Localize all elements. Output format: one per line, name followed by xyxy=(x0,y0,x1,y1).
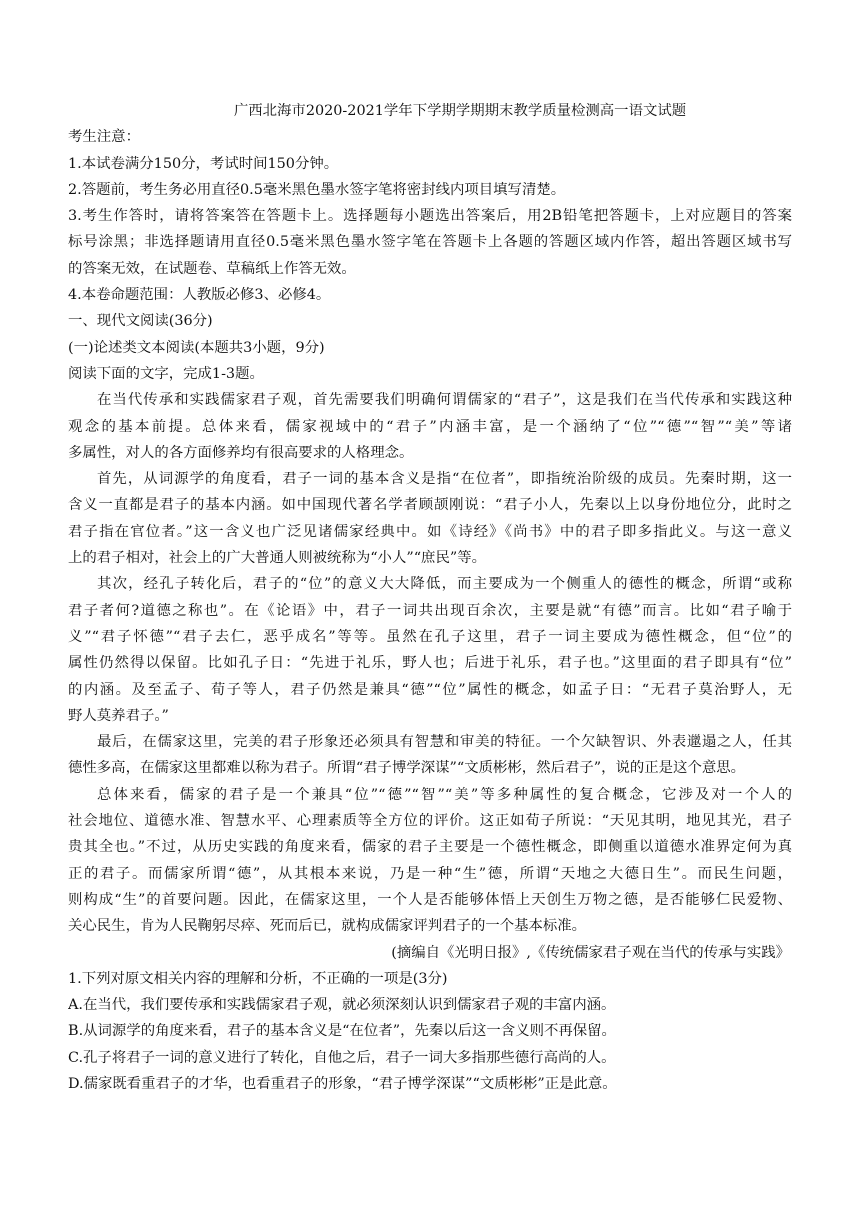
passage-paragraph xyxy=(68,571,792,729)
subsection-heading: (一)论述类文本阅读(本题共3小题，9分) xyxy=(68,339,325,356)
question-stem: 1.下列对原文相关内容的理解和分析，不正确的一项是(3分) xyxy=(68,970,448,987)
option-a: A.在当代，我们要传承和实践儒家君子观，就必须深刻认识到儒家君子观的丰富内涵。 xyxy=(68,997,616,1014)
notice-item xyxy=(68,203,792,282)
paragraph-line: 多属性，对人的各方面修养均有很高要求的人格理念。 xyxy=(68,444,414,461)
reading-instruction: 阅读下面的文字，完成1-3题。 xyxy=(68,365,264,382)
notice-line: 的答案无效，在试题卷、草稿纸上作答无效。 xyxy=(68,260,356,277)
passage-paragraph xyxy=(68,782,792,940)
passage-paragraph xyxy=(68,729,792,782)
paragraph-line: 贵其全也。”不过，从历史实践的角度来看，儒家的君子主要是一个德性概念，即侧重以道德水准界定何为真 xyxy=(68,839,792,856)
paragraph-line: 社会地位、道德水准、智慧水平、心理素质等全方位的评价。这正如荀子所说：“天见其明，地见其光，君子 xyxy=(68,813,792,830)
paragraph-line: 则构成“生”的首要问题。因此，在儒家这里，一个人是否能够体悟上天创生万物之德，是否能够仁民爱物、 xyxy=(68,891,792,908)
source-citation: (摘编自《光明日报》,《传统儒家君子观在当代的传承与实践》 xyxy=(391,944,790,961)
option-b: B.从词源学的角度来看，君子的基本含义是“在位者”，先秦以后这一含义则不再保留。 xyxy=(68,1023,616,1040)
paragraph-line: 属性仍然得以保留。比如孔子日：“先进于礼乐，野人也；后进于礼乐，君子也。”这里面的君子即具有“位” xyxy=(68,655,792,672)
exam-page xyxy=(68,98,792,1097)
page-title: 广西北海市2020-2021学年下学期学期期末教学质量检测高一语文试题 xyxy=(233,103,687,119)
paragraph-line: 正的君子。而儒家所谓“德”，从其根本来说，乃是一种“生”德，所谓“天地之大德日生”。而民生问题， xyxy=(68,865,792,882)
paragraph-line: 观念的基本前提。总体来看，儒家视域中的“君子”内涵丰富，是一个涵纳了“位”“德”“智”“美”等诸 xyxy=(68,418,792,435)
notice-line: 标号涂黑；非选择题请用直径0.5毫米黑色墨水签字笔在答题卡上各题的答题区域内作答，超出答题区域书写 xyxy=(68,234,792,251)
paragraph-line: 义”“君子怀德”“君子去仁，恶乎成名”等等。虽然在孔子这里，君子一词主要成为德性概念，但“位”的 xyxy=(68,628,792,645)
paragraph-line: 含义一直都是君子的基本内涵。如中国现代著名学者顾颉刚说：“君子小人，先秦以上以身份地位分，此时之 xyxy=(68,497,792,514)
option-d: D.儒家既看重君子的才华，也看重君子的形象，“君子博学深谋”“文质彬彬”正是此意。 xyxy=(68,1075,617,1092)
paragraph-line: 关心民生，肯为人民鞠躬尽瘁、死而后已，就构成儒家评判君子的一个基本标准。 xyxy=(68,918,587,935)
notice-heading: 考生注意： xyxy=(68,129,140,146)
passage-paragraph xyxy=(68,466,792,571)
paragraph-line: 总体来看，儒家的君子是一个兼具“位”“德”“智”“美”等多种属性的复合概念，它涉及对一个人的 xyxy=(97,786,792,803)
paragraph-line: 的内涵。及至孟子、荀子等人，君子仍然是兼具“德”“位”属性的概念，如孟子日：“无君子莫治野人，无 xyxy=(68,681,792,698)
paragraph-line: 上的君子相对，社会上的广大普通人则被统称为“小人”“庶民”等。 xyxy=(68,550,486,567)
paragraph-line: 君子者何?道德之称也”。在《论语》中，君子一词共出现百余次，主要是就“有德”而言。比如“君子喻于 xyxy=(68,602,792,619)
notice-item: 4.本卷命题范围：人教版必修3、必修4。 xyxy=(68,287,331,304)
paragraph-line: 首先，从词源学的角度看，君子一词的基本含义是指“在位者”，即指统治阶级的成员。先秦时期，这一 xyxy=(97,471,792,488)
paragraph-line: 德性多高，在儒家这里都难以称为君子。所谓“君子博学深谋”“文质彬彬，然后君子”，说的正是这个意思。 xyxy=(68,760,746,777)
passage-paragraph xyxy=(68,387,792,466)
notice-line: 3.考生作答时，请将答案答在答题卡上。选择题每小题选出答案后，用2B铅笔把答题卡，上对应题目的答案 xyxy=(68,208,792,225)
notice-item: 1.本试卷满分150分，考试时间150分钟。 xyxy=(68,155,339,172)
paragraph-line: 野人莫养君子。” xyxy=(68,707,169,724)
paragraph-line: 最后，在儒家这里，完美的君子形象还必须具有智慧和审美的特征。一个欠缺智识、外表邋遢之人，任其 xyxy=(97,734,792,751)
notice-item: 2.答题前，考生务必用直径0.5毫米黑色墨水签字笔将密封线内项目填写清楚。 xyxy=(68,181,566,198)
section-heading: 一、现代文阅读(36分) xyxy=(68,313,213,330)
paragraph-line: 在当代传承和实践儒家君子观，首先需要我们明确何谓儒家的“君子”，这是我们在当代传承和实践这种 xyxy=(97,392,792,409)
paragraph-line: 君子指在官位者。”这一含义也广泛见诸儒家经典中。如《诗经》《尚书》中的君子即多指此义。与这一意义 xyxy=(68,523,792,540)
paragraph-line: 其次，经孔子转化后，君子的“位”的意义大大降低，而主要成为一个侧重人的德性的概念，所谓“或称 xyxy=(97,576,792,593)
option-c: C.孔子将君子一词的意义进行了转化，自他之后，君子一词大多指那些德行高尚的人。 xyxy=(68,1049,616,1066)
